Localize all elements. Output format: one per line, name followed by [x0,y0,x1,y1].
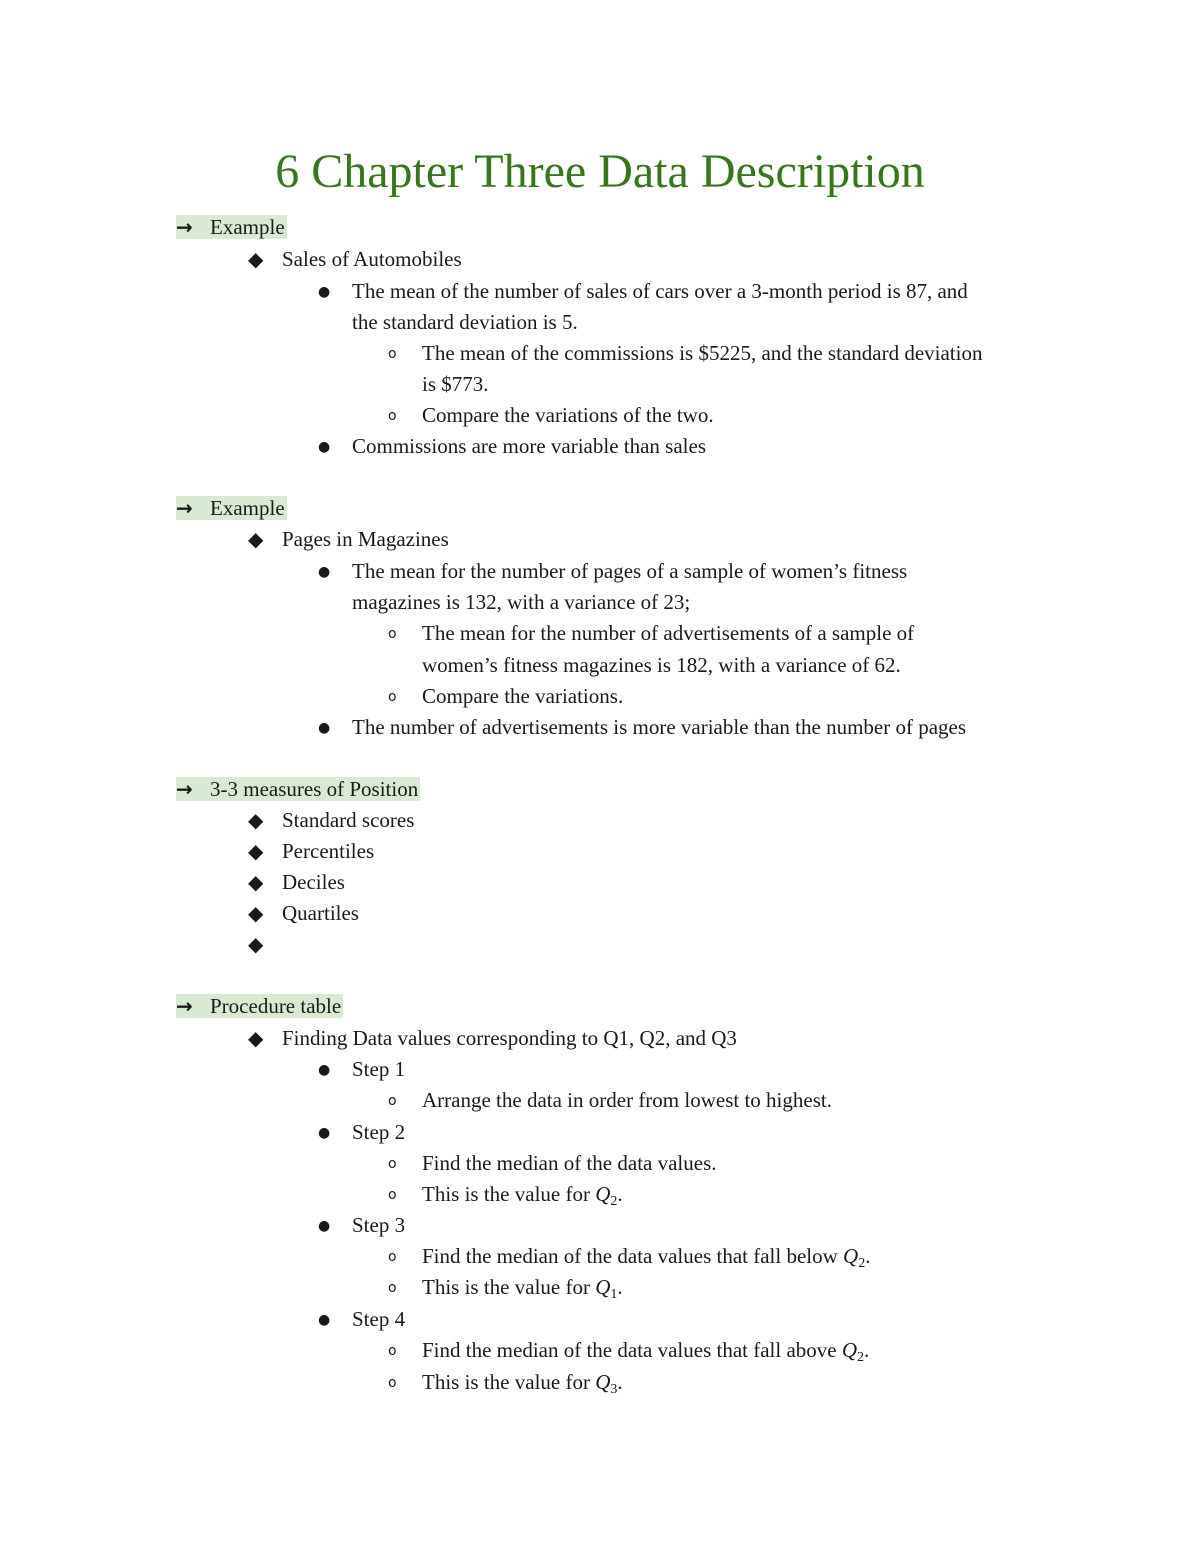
list-item-continuation: the standard deviation is 5. [352,310,578,334]
bullet-icon: ● [318,1062,331,1078]
document-title: 6 Chapter Three Data Description [275,145,925,198]
math-q: $Q_1$ [595,1275,618,1302]
bullet-icon: ● [318,564,331,580]
diamond-bullet-icon: ◆ [248,839,264,863]
math-q: $Q_3$ [595,1370,618,1397]
bullet-icon: ● [318,284,331,300]
list-item: o The mean for the number of advertisements of a sample of [388,618,914,650]
arrow-icon: → [176,777,193,801]
step-label: ● Step 2 [318,1117,405,1149]
list-item: ● The number of advertisements is more variable than the number of pages [318,712,966,744]
diamond-bullet-icon: ◆ [248,527,264,551]
list-item: o The mean of the commissions is $5225, and the standard deviation [388,338,982,370]
list-item: o Compare the variations of the two. [388,400,714,432]
circle-bullet-icon: o [388,1343,397,1359]
circle-bullet-icon: o [388,626,397,642]
section-heading: → Example [176,493,287,524]
step-label: ● Step 1 [318,1054,405,1086]
bullet-icon: ● [318,439,331,455]
list-item: ● The mean for the number of pages of a sample of women’s fitness [318,556,907,588]
bullet-icon: ● [318,720,331,736]
bullet-icon: ● [318,1312,331,1328]
bullet-icon: ● [318,1125,331,1141]
list-item: ◆ Standard scores [248,805,414,836]
list-item: ● Commissions are more variable than sales [318,431,706,463]
list-item-continuation: is $773. [422,372,489,396]
list-item: o This is the value for $Q_3$. [388,1370,623,1397]
circle-bullet-icon: o [388,1249,397,1265]
list-item: o Find the median of the data values that fall below $Q_2$. [388,1244,871,1271]
step-label: ● Step 3 [318,1210,405,1242]
list-item: o Arrange the data in order from lowest to highest. [388,1085,832,1117]
list-item: ◆ Percentiles [248,836,374,867]
math-q: $Q_2$ [595,1182,618,1209]
list-item: ◆ Quartiles [248,898,359,929]
math-q: $Q_2$ [843,1244,866,1271]
circle-bullet-icon: o [388,1093,397,1109]
arrow-icon: → [176,994,193,1018]
circle-bullet-icon: o [388,1375,397,1391]
diamond-bullet-icon: ◆ [248,901,264,925]
circle-bullet-icon: o [388,1280,397,1296]
arrow-icon: → [176,215,193,239]
list-item: o Find the median of the data values that fall above $Q_2$. [388,1338,870,1365]
list-item: o This is the value for $Q_1$. [388,1275,623,1302]
list-item: o This is the value for $Q_2$. [388,1182,623,1209]
diamond-bullet-icon: ◆ [248,1026,264,1050]
diamond-bullet-icon: ◆ [248,247,264,271]
list-item: ◆ Pages in Magazines [248,524,449,555]
list-item-continuation: women’s fitness magazines is 182, with a variance of 62. [422,653,901,677]
diamond-bullet-icon: ◆ [248,808,264,832]
list-item [248,929,282,960]
diamond-bullet-icon: ◆ [248,932,264,956]
section-heading: → Example [176,212,287,243]
list-item-continuation: magazines is 132, with a variance of 23; [352,590,691,614]
step-label: ● Step 4 [318,1304,405,1336]
bullet-icon: ● [318,1218,331,1234]
math-q: $Q_2$ [841,1338,865,1365]
list-item: ◆ Finding Data values corresponding to Q1, Q2, and Q3 [248,1023,737,1054]
circle-bullet-icon: o [388,408,397,424]
circle-bullet-icon: o [388,1156,397,1172]
diamond-bullet-icon: ◆ [248,870,264,894]
list-item: ◆ Deciles [248,867,345,898]
list-item: ● The mean of the number of sales of cars over a 3-month period is 87, and [318,276,968,308]
list-item: o Find the median of the data values. [388,1148,717,1180]
circle-bullet-icon: o [388,1187,397,1203]
circle-bullet-icon: o [388,689,397,705]
list-item: ◆ Sales of Automobiles [248,244,462,275]
section-heading: → Procedure table [176,991,343,1022]
list-item: o Compare the variations. [388,681,623,713]
circle-bullet-icon: o [388,346,397,362]
section-heading: → 3-3 measures of Position [176,774,420,805]
arrow-icon: → [176,496,193,520]
